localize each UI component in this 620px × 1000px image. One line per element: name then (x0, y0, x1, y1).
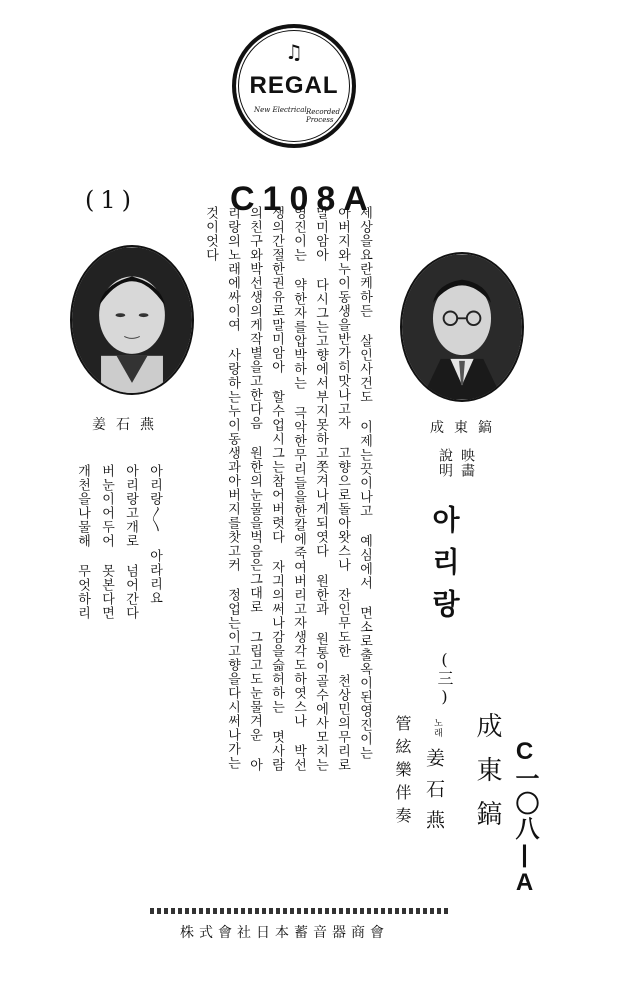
narration-line: 영진이는 약한자를압박하는 극악한무리들을한칼에죽여버리고자생각도하엿스나 박선 (291, 206, 306, 772)
side-code: C一〇八|A (511, 738, 538, 897)
music-note-icon: ♫ (285, 40, 303, 64)
narration-line: 것이엇다 (203, 206, 218, 262)
logo-brand: REGAL (249, 72, 339, 99)
footer-divider (150, 908, 450, 914)
genre-label-b: 說明 (437, 448, 453, 478)
song-part: (三) (435, 650, 454, 707)
orchestra-credit: 管絃樂伴奏 (393, 715, 412, 830)
lyric-line: 버눈이어두어 못본다면 (99, 464, 114, 620)
page-number: (1) (85, 186, 137, 214)
song-title: 아리랑 (428, 505, 461, 631)
narrator-credit: 成東鎬 (472, 712, 502, 844)
publisher-footer: 株式會社日本蓄音器商會 (180, 925, 389, 941)
lyric-line: 아리랑〳〵 아라리요 (147, 464, 162, 605)
catalog-number: C108A (230, 180, 376, 218)
genre-label-a: 映畵 (459, 448, 475, 478)
narration-line: 말미암아 다시그는고향에서부지못하고쫏겨나게되엿다 원한과 원통이골수에사모치는 (313, 206, 328, 772)
singer-credit: 姜石燕 (423, 748, 445, 841)
regal-logo (232, 24, 356, 148)
singer-portrait (70, 245, 194, 395)
lyric-line: 아리랑고개로 넘어간다 (123, 464, 138, 620)
narration-line: 세상을요란케하든 살인사건도 이제는끗이나고 예심에서 면소로출옥이된영진이는 (357, 206, 372, 760)
logo-subtext-left: New Electrical (254, 106, 307, 114)
narration-line: 생의간절한권유로말미암아 할수업시그는참어버렷다 자긔의써나감을슯허하는 몃사람 (269, 206, 284, 772)
singer-caption: 姜石燕 (92, 417, 164, 433)
narration-line: 아버지와누이동생을반가히맛나고자 고향으로돌아왓스나 잔인무도한 천상민의무리로 (335, 206, 350, 772)
narration-line: 의친구와박선생의게작별을고한다음 원한의눈물을벅음은그대로 그립고도눈물겨운 아 (247, 206, 262, 772)
singer-credit-prefix: 노래 (432, 718, 442, 738)
narration-line: 리랑의노래에싸이여 사랑하는누이동생과아버지를찻고커 정업는이고향을다시써나가는 (225, 206, 240, 770)
narrator-portrait (400, 252, 524, 402)
logo-subtext-right: Recorded Process (306, 108, 340, 124)
lyric-line: 개천을나물해 무엇하리 (75, 464, 90, 620)
narrator-caption: 成東鎬 (430, 420, 502, 436)
